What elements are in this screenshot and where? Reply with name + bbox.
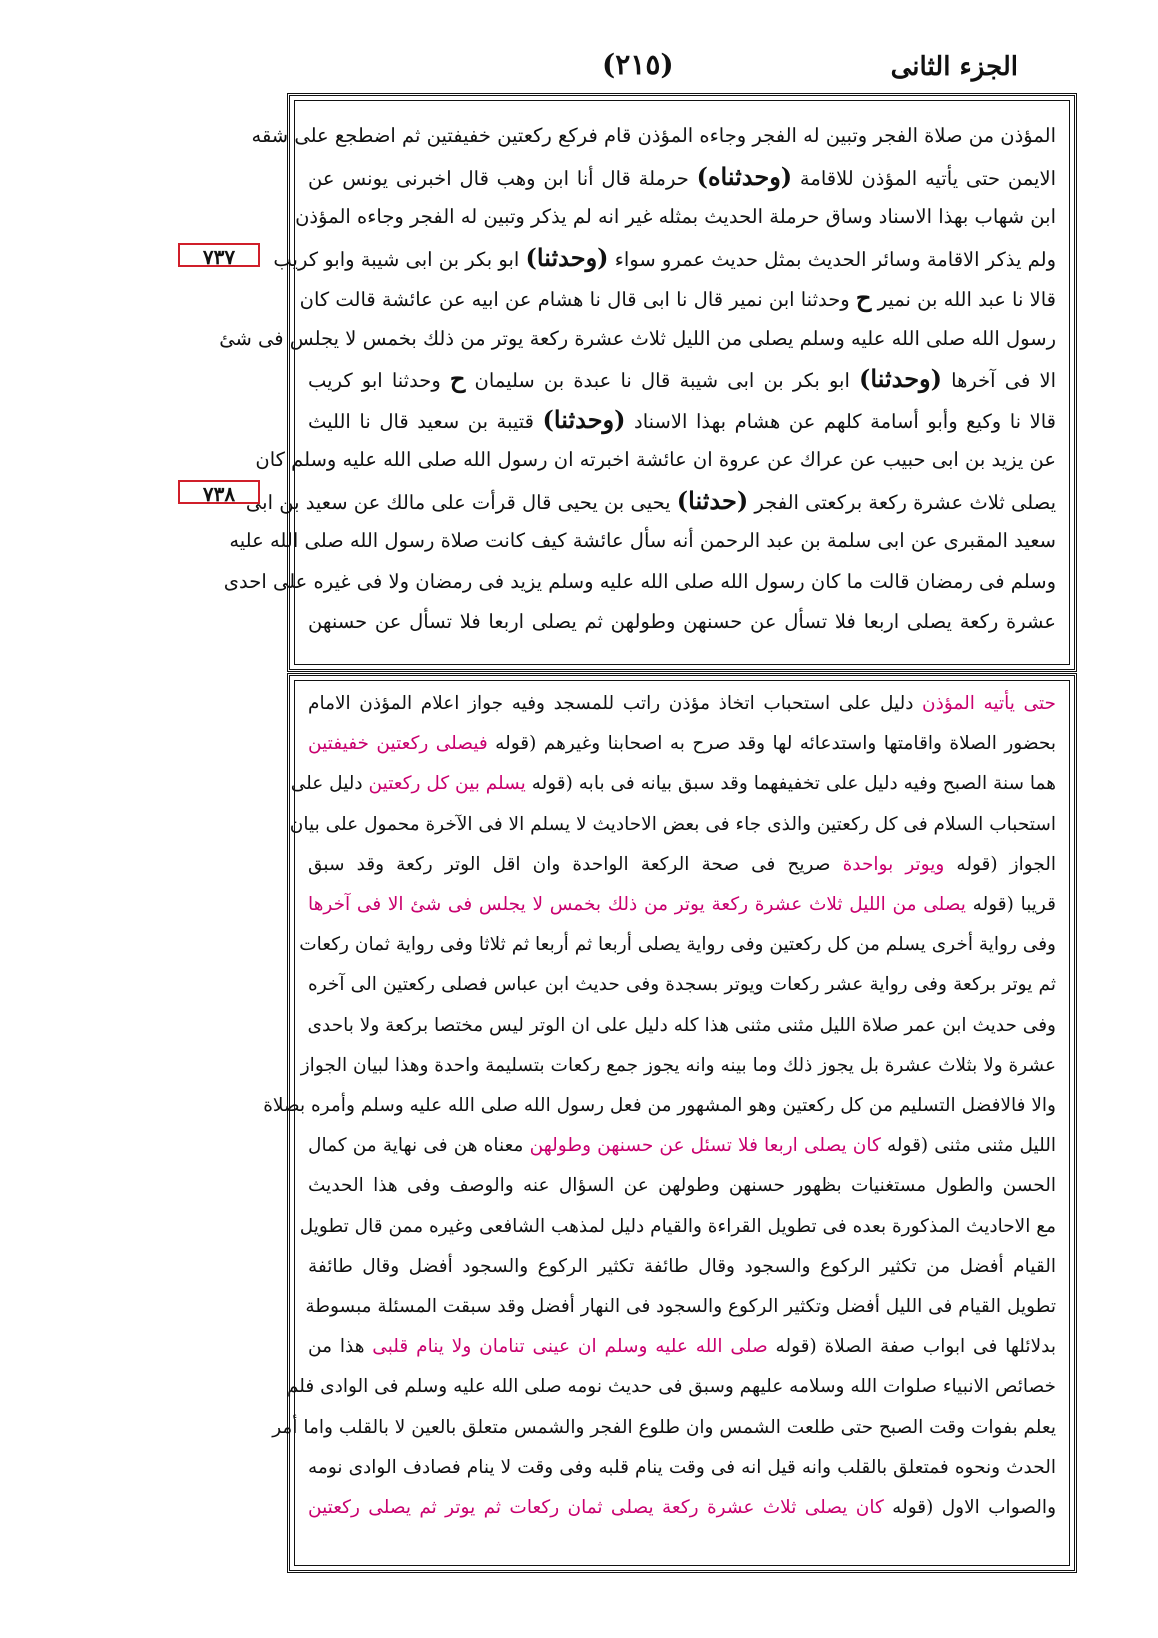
narration-marker: (وحدثناه): [696, 161, 793, 191]
commentary-line: [308, 965, 1056, 1004]
highlighted-quote: صلى الله عليه وسلم ان عينى تنامان ولا ينام قلبى: [372, 1336, 768, 1358]
commentary-line: [308, 1327, 1056, 1366]
text-segment: رسول الله صلى الله عليه وسلم يصلى من الليل ثلاث عشرة ركعة يوتر من ذلك بخمس لا يجلس فى شئ: [219, 326, 1056, 350]
page-number: (٢١٥): [602, 48, 674, 81]
text-segment: دليل على استحباب اتخاذ مؤذن راتب للمسجد وفيه جواز اعلام المؤذن الامام: [308, 693, 923, 714]
text-segment: ولم يذكر الاقامة وسائر الحديث بمثل حديث عمرو سواء: [608, 247, 1056, 271]
hadith-line: [273, 238, 1056, 280]
commentary-box: [263, 673, 1077, 1573]
text-segment: سعيد المقبرى عن ابى سلمة بن عبد الرحمن أنه سأل عائشة كيف كانت صلاة رسول الله صلى الله عليه: [229, 529, 1056, 552]
commentary-line: [308, 1166, 1056, 1205]
text-segment: ثم يوتر بركعة وفى رواية عشر ركعات ويوتر بسجدة وفى حديث ابن عباس فصلى ركعتين الى آخره: [308, 974, 1056, 996]
hadith-line: [308, 359, 1056, 401]
page-header: [280, 48, 1080, 88]
text-segment: قتيبة بن سعيد قال نا الليث: [308, 409, 543, 433]
hadith-line: [308, 602, 1056, 642]
commentary-line: [308, 1247, 1056, 1286]
text-segment: الايمن حتى يأتيه المؤذن للاقامة: [792, 166, 1056, 190]
text-segment: مع الاحاديث المذكورة بعده فى تطويل القراءة والقيام دليل لمذهب الشافعى وغيره ممن قال تطويل: [299, 1215, 1056, 1237]
text-segment: وفى حديث ابن عمر صلاة الليل مثنى مثنى هذا كله دليل على ان الوتر ليس مختصا بركعة ولا باحدى: [307, 1014, 1056, 1036]
text-segment: يعلم بفوات وقت الصبح حتى طلعت الشمس وان طلوع الفجر والشمس متعلق بالعين لا بالقلب واما أمر: [272, 1416, 1056, 1438]
text-segment: بدلائلها فى ابواب صفة الصلاة (قوله: [767, 1336, 1056, 1358]
hadith-line: [223, 562, 1056, 602]
commentary-line: [308, 885, 1056, 924]
text-segment: الجواز (قوله: [944, 853, 1057, 875]
volume-title: الجزء الثانى: [890, 52, 1018, 82]
text-segment: وحدثنا ابن نمير قال نا ابى قال نا هشام عن ابيه عن عائشة قالت كان: [299, 288, 856, 311]
highlighted-quote: يسلم بين كل ركعتين: [368, 773, 526, 795]
text-segment: والصواب الاول (قوله: [883, 1497, 1057, 1518]
text-segment: عن يزيد بن ابى حبيب عن عراك عن عروة ان عائشة اخبرته ان رسول الله صلى الله عليه وسلم كان: [255, 448, 1056, 471]
text-segment: استحباب السلام فى كل ركعتين والذى جاء فى بعض الاحاديث لا يسلم الا فى الآخرة محمول على بيان: [289, 813, 1056, 835]
hadith-line: [251, 116, 1056, 156]
hadith-number-badge: ٧٣٨: [178, 480, 260, 504]
commentary-line: [272, 1408, 1056, 1447]
commentary-line: [308, 1488, 1056, 1527]
narration-marker: (وحدثنا): [525, 242, 609, 272]
hadith-line: [219, 319, 1056, 359]
text-segment: خصائص الانبياء صلوات الله وسلامه عليهم وسبق فى حديث نومه صلى الله عليه وسلم فى الوادى فلم: [286, 1376, 1056, 1398]
text-segment: عشرة ولا بثلاث عشرة بل يجوز ذلك وما بينه وانه يجوز جمع ركعات بتسليمة واحدة وهذا لبيان الجواز: [300, 1054, 1056, 1076]
highlighted-quote: حتى يأتيه المؤذن: [922, 693, 1056, 714]
narration-marker: (وحدثنا): [542, 404, 626, 434]
text-segment: ابو بكر بن ابى شيبة وابو كريب: [273, 247, 526, 271]
highlighted-quote: كان يصلى ثلاث عشرة ركعة يصلى ثمان ركعات ثم يوتر ثم يصلى ركعتين: [308, 1497, 884, 1518]
text-segment: ابو بكر بن ابى شيبة قال نا عبدة بن سليمان: [465, 369, 860, 392]
narration-marker: (وحدثنا): [859, 364, 942, 393]
commentary-line: [308, 1448, 1056, 1487]
narration-marker: ح: [449, 364, 466, 393]
narration-marker: (حدثنا): [676, 485, 749, 515]
text-segment: القيام أفضل من تكثير الركوع والسجود وقال طائفة تكثير الركوع والسجود أفضل وقال طائفة: [308, 1255, 1056, 1277]
commentary-line: [308, 1006, 1056, 1045]
hadith-line: [295, 197, 1056, 237]
text-segment: والا فالافضل التسليم من كل ركعتين وهو المشهور من فعل رسول الله صلى الله عليه وسلم وأمره بصلاة: [263, 1095, 1056, 1116]
commentary-line: [305, 1287, 1056, 1326]
commentary-line: [308, 1126, 1056, 1165]
text-segment: هذا من: [308, 1336, 373, 1358]
commentary-line: [308, 684, 1056, 723]
commentary-line: [290, 764, 1056, 803]
text-segment: وحدثنا ابو كريب: [308, 369, 450, 392]
text-segment: بحضور الصلاة واقامتها واستدعائه لها وقد صرح به اصحابنا وغيرهم (قوله: [487, 733, 1056, 755]
text-segment: ابن شهاب بهذا الاسناد وساق حرملة الحديث بمثله غير انه لم يذكر وتبين له الفجر وجاءه المؤذن: [295, 205, 1056, 228]
text-segment: وفى رواية أخرى يسلم من كل ركعتين وفى رواية يصلى أربعا ثم أربعا ثم ثلاثا وفى رواية ثمان ركعات: [299, 934, 1056, 956]
hadith-line: [245, 481, 1056, 523]
hadith-line: [255, 440, 1056, 480]
commentary-line: [286, 1367, 1056, 1406]
text-segment: قالا نا وكيع وأبو أسامة كلهم عن هشام بهذا الاسناد: [625, 409, 1057, 433]
text-segment: يصلى ثلاث عشرة ركعة بركعتى الفجر: [748, 490, 1056, 514]
commentary-line: [263, 1086, 1056, 1125]
highlighted-quote: يصلى من الليل ثلاث عشرة ركعة يوتر من ذلك بخمس لا يجلس فى شئ الا فى آخرها: [308, 894, 966, 915]
commentary-line: [299, 925, 1056, 964]
hadith-line: [308, 400, 1056, 442]
text-segment: تطويل القيام فى الليل أفضل وتكثير الركوع والسجود فى النهار أفضل وقد سبقت المسئلة مبسوطة: [305, 1296, 1056, 1317]
hadith-line: [229, 521, 1056, 561]
highlighted-quote: ويوتر بواحدة: [842, 853, 945, 875]
text-segment: قريبا (قوله: [965, 894, 1056, 915]
highlighted-quote: كان يصلى اربعا فلا تسئل عن حسنهن وطولهن: [529, 1135, 881, 1157]
text-segment: الحدث ونحوه فمتعلق بالقلب وانه قيل انه فى وقت ينام قلبه وفى وقت لا ينام فصادف الوادى نومه: [308, 1456, 1056, 1478]
text-segment: الا فى آخرها: [942, 369, 1056, 392]
commentary-line: [289, 805, 1056, 844]
commentary-line: [300, 1046, 1056, 1085]
commentary-line: [308, 724, 1056, 763]
text-segment: يحيى بن يحيى قال قرأت على مالك عن سعيد بن ابى: [245, 490, 677, 514]
text-segment: معناه هن فى نهاية من كمال: [308, 1135, 530, 1157]
text-segment: دليل على: [290, 773, 369, 795]
commentary-line: [308, 845, 1056, 884]
text-segment: عشرة ركعة يصلى اربعا فلا تسأل عن حسنهن وطولهن ثم يصلى اربعا فلا تسأل عن حسنهن: [308, 610, 1056, 633]
text-segment: هما سنة الصبح وفيه دليل على تخفيفهما وقد سبق بيانه فى بابه (قوله: [525, 773, 1056, 795]
text-segment: حرملة قال أنا ابن وهب قال اخبرنى يونس عن: [308, 166, 697, 190]
narration-marker: ح: [855, 283, 872, 312]
hadith-number-badge: ٧٣٧: [178, 243, 260, 267]
text-segment: الحسن والطول مستغنيات بظهور حسنهن وطولهن عن السؤال عنه والوصف وفى هذا الحديث: [308, 1175, 1056, 1197]
text-segment: صريح فى صحة الركعة الواحدة وان اقل الوتر ركعة وقد سبق: [308, 853, 843, 875]
commentary-line: [299, 1207, 1056, 1246]
text-segment: وسلم فى رمضان قالت ما كان رسول الله صلى الله عليه وسلم يزيد فى رمضان ولا فى غيره على احدى: [223, 569, 1056, 593]
text-segment: قالا نا عبد الله بن نمير: [871, 288, 1056, 311]
hadith-line: [308, 157, 1056, 199]
hadith-line: [299, 278, 1056, 320]
text-segment: المؤذن من صلاة الفجر وتبين له الفجر وجاءه المؤذن قام فركع ركعتين خفيفتين ثم اضطجع على شقه: [251, 124, 1056, 147]
text-segment: الليل مثنى مثنى (قوله: [880, 1135, 1056, 1157]
highlighted-quote: فيصلى ركعتين خفيفتين: [308, 733, 488, 755]
